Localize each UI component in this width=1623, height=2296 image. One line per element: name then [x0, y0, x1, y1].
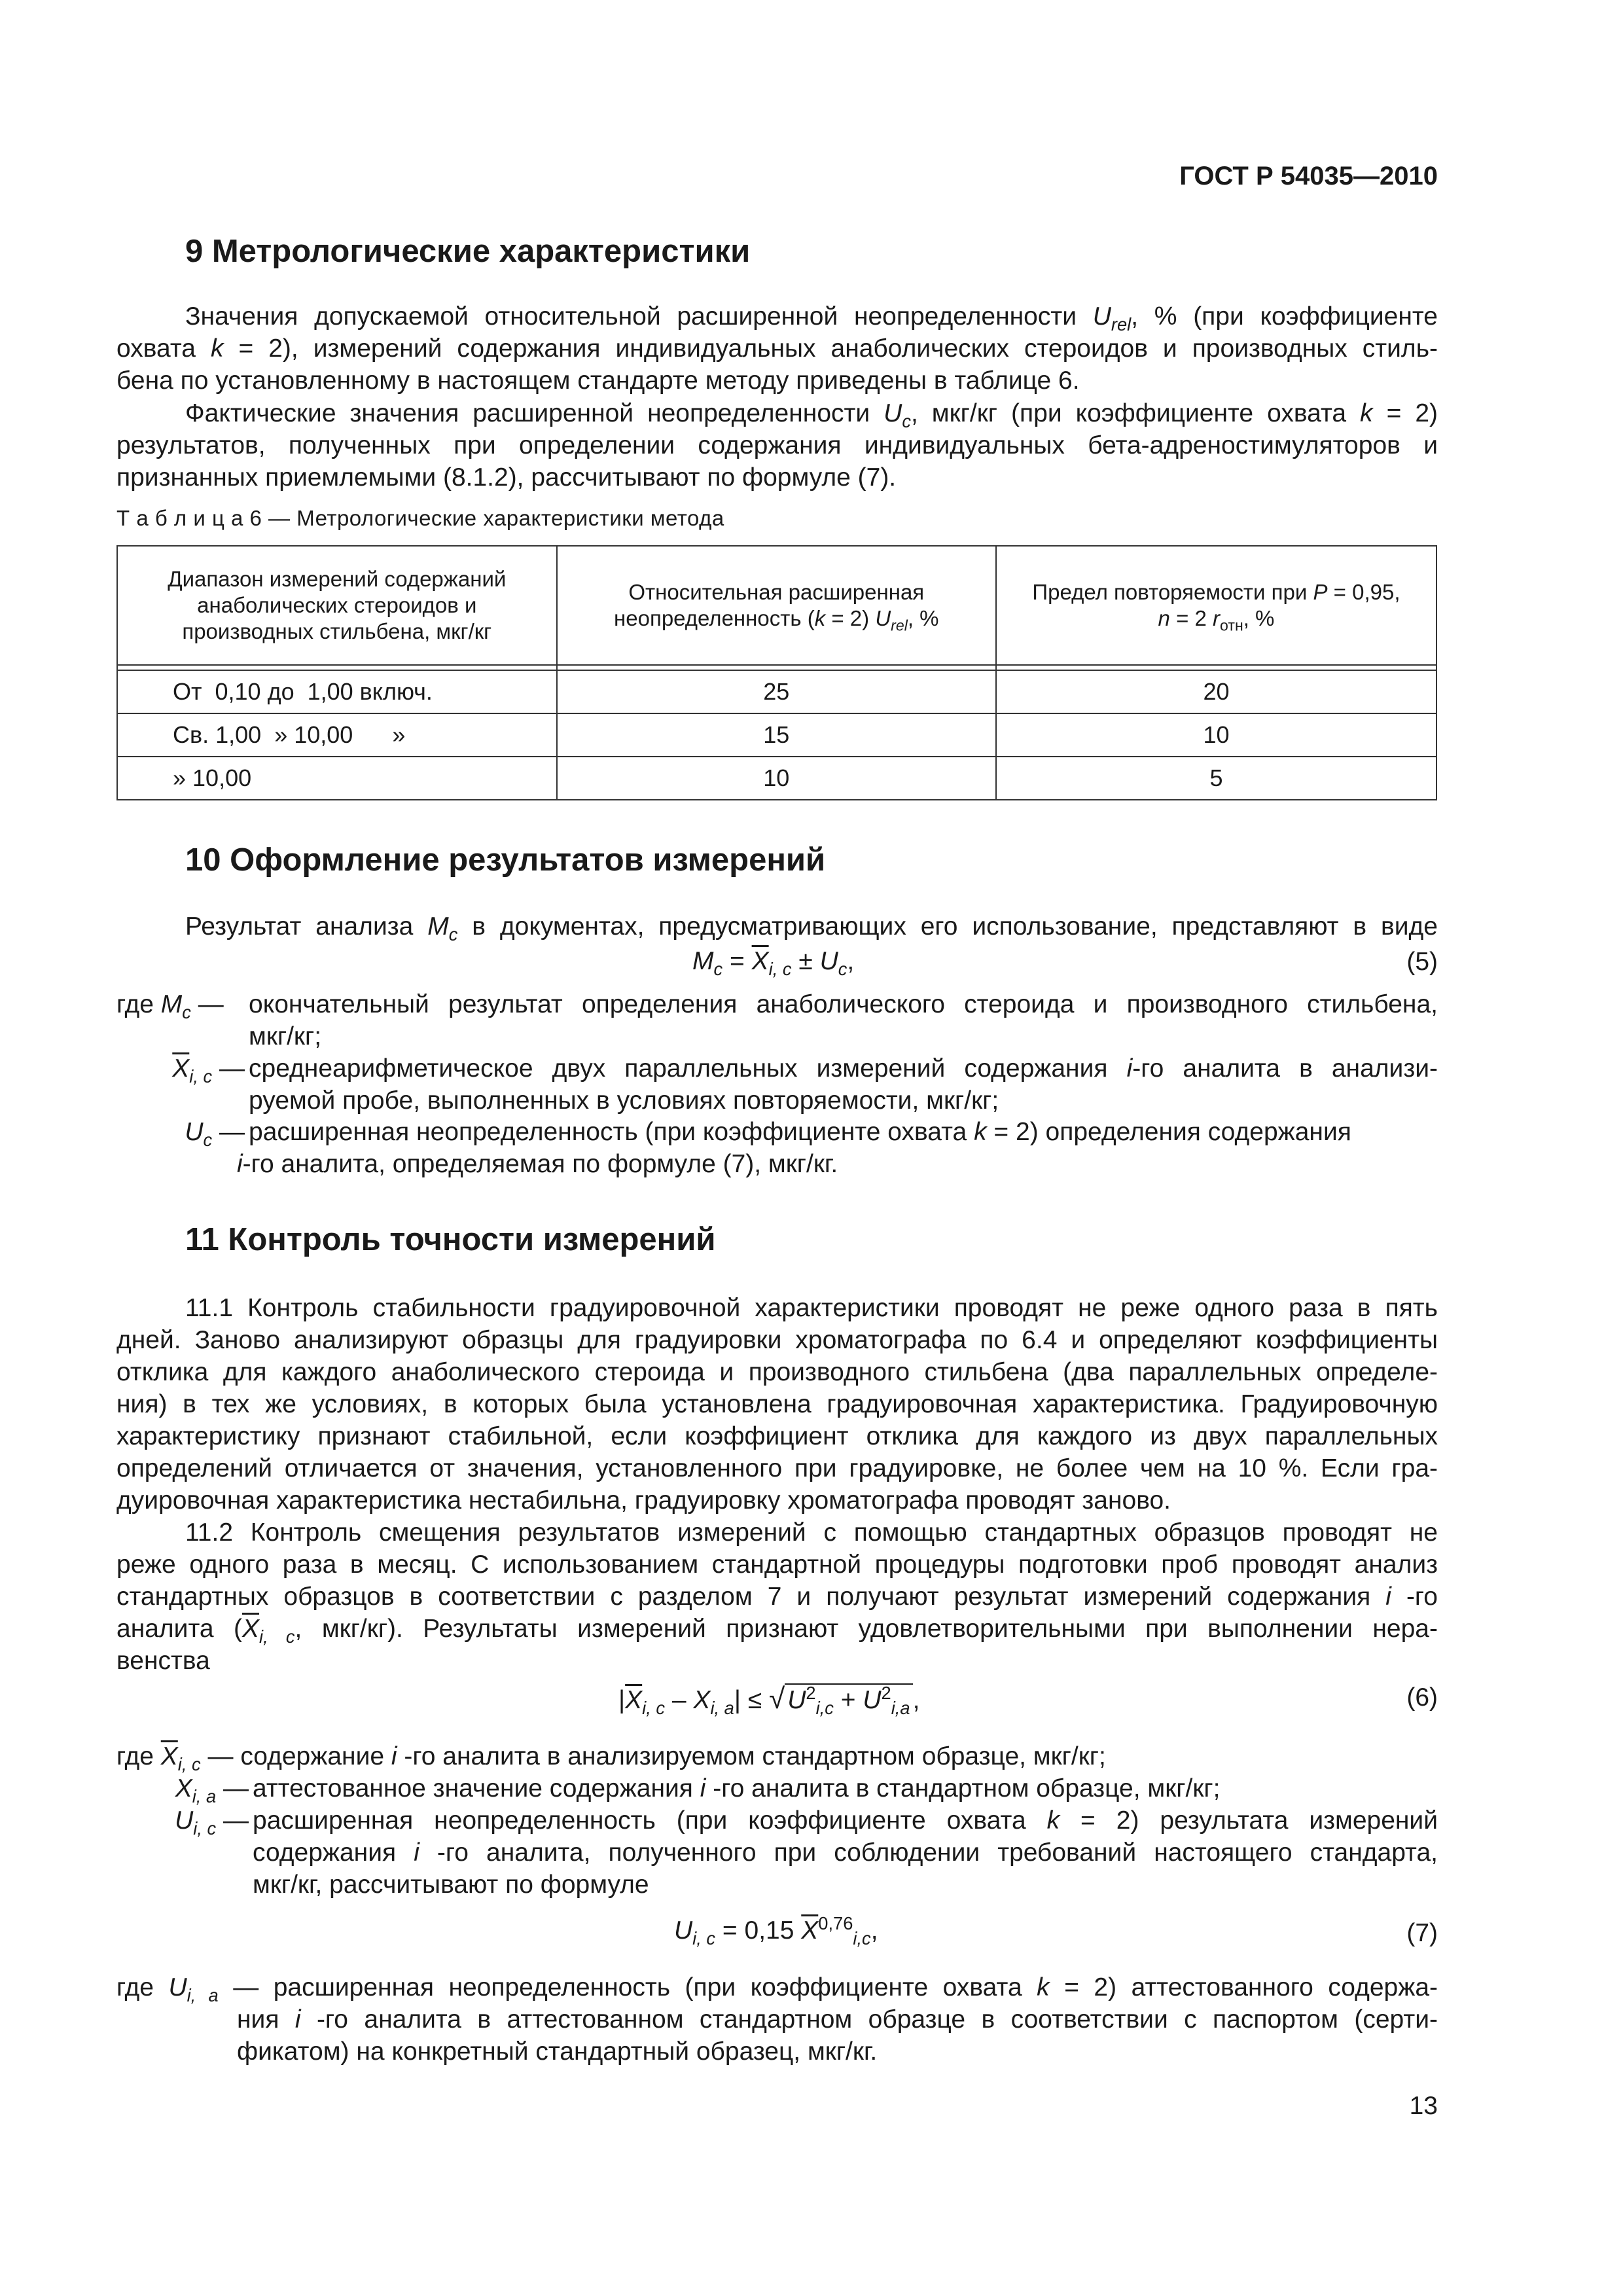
table-6: [116, 545, 1437, 800]
formula-7: $U_{i, c} = 0,15$ $\overline{X}^{0,76}_{i,c}$,: [674, 1913, 878, 1948]
definition-text: расширенная неопределенность (при коэффициенте охвата k = 2) определения содержания: [249, 1118, 1351, 1146]
text-line: признанных приемлемыми (8.1.2), рассчитывают по формуле (7).: [116, 463, 897, 492]
table-cell: 10: [996, 713, 1436, 757]
page-number: 13: [1409, 2092, 1438, 2120]
text-line: ния) в тех же условиях, в которых была установлена градуировочная характеристика. Градуировочную: [116, 1390, 1438, 1418]
definition-text: расширенная неопределенность (при коэффициенте охвата k = 2) результата измерений: [253, 1806, 1438, 1835]
formula-6-number: (6): [1406, 1683, 1438, 1712]
section-9-title: 9 Метрологические характеристики: [185, 234, 751, 269]
text-line: результатов, полученных при определении содержания индивидуальных бета-адреностимуляторов и: [116, 431, 1438, 459]
text-line: определений отличается от значения, установленного при градуировке, не более чем на 10 %. Если гра-: [116, 1454, 1438, 1482]
definition-text: содержания i -го аналита, полученного при соблюдении требований настоящего стандарта,: [253, 1839, 1438, 1867]
text-line: 11.2 Контроль смещения результатов измерений с помощью стандартных образцов проводят не: [185, 1518, 1438, 1547]
table-header-cell: Предел повторяемости при P = 0,95, n = 2 $r_{отн}$, %: [996, 546, 1436, 665]
section-10-title: 10 Оформление результатов измерений: [185, 842, 826, 878]
table-cell: Св. 1,00 » 10,00 »: [117, 713, 557, 757]
table-cell: 25: [557, 670, 996, 713]
where-label: где $M_c$ —: [116, 990, 224, 1022]
formula-7-number: (7): [1406, 1919, 1438, 1947]
formula-6: $|\overline{X}_{i, c} - X_{i, a}|$ ≤ √ $U^2_{i,c} + U^2_{i,a}$ ,: [618, 1683, 920, 1718]
definition-text: мкг/кг, рассчитывают по формуле: [253, 1871, 649, 1899]
where-label: где $\overline{X}_{i, c}$ — содержание i -го аналита в анализируемом стандартном образце, мкг/кг;: [116, 1742, 1106, 1774]
table-header-cell: Относительная расширенная неопределенность (k = 2) $U_{rel}$, %: [557, 546, 996, 665]
table-cell: » 10,00: [117, 757, 557, 800]
formula-5-number: (5): [1406, 948, 1438, 976]
definition-text: ния i -го аналита в аттестованном стандартном образце в соответствии с паспортом (серти-: [237, 2005, 1438, 2034]
table-cell: 15: [557, 713, 996, 757]
definition-text: аттестованное значение содержания i -го аналита в стандартном образце, мкг/кг;: [253, 1774, 1221, 1803]
definition-symbol: $U_c$ —: [185, 1118, 245, 1150]
text-line: Значения допускаемой относительной расширенной неопределенности $U_{rel}$, % (при коэффициенте: [185, 302, 1438, 334]
text-line: характеристику признают стабильной, если коэффициент отклика для каждого из двух параллельных: [116, 1422, 1438, 1450]
text-line: стандартных образцов в соответствии с разделом 7 и получают результат измерений содержания i -го: [116, 1583, 1438, 1611]
table-cell: 5: [996, 757, 1436, 800]
text-line: дней. Заново анализируют образцы для градуировки хроматографа по 6.4 и определяют коэффициенты: [116, 1326, 1438, 1354]
table-header-cell: Диапазон измерений содержаний анаболических стероидов и производных стильбена, мкг/кг: [117, 546, 557, 665]
formula-5: $M_c = \overline{X}_{i, c} \pm U_c$,: [692, 947, 855, 979]
text-line: аналита ($\overline{X}_{i, c}$, мкг/кг). Результаты измерений признают удовлетворительными при выполнении нера-: [116, 1615, 1438, 1647]
text-line: Фактические значения расширенной неопределенности $U_c$, мкг/кг (при коэффициенте охвата k = 2): [185, 399, 1438, 431]
table-row: [117, 757, 1436, 800]
document-id: ГОСТ Р 54035—2010: [1179, 162, 1438, 190]
table-row: [117, 670, 1436, 713]
text-line: дуировочная характеристика нестабильна, градуировку хроматографа проводят заново.: [116, 1486, 1171, 1515]
where-label: где $U_{i, a}$ — расширенная неопределенность (при коэффициенте охвата k = 2) аттестованного содержа-: [116, 1973, 1438, 2005]
text-line: охвата k = 2), измерений содержания индивидуальных анаболических стероидов и производных стиль-: [116, 334, 1438, 363]
definition-symbol: $U_{i, c}$ —: [175, 1806, 249, 1839]
section-10-paragraph: Результат анализа $M_c$ в документах, предусматривающих его использование, представляют в виде: [185, 912, 1438, 944]
definition-text: мкг/кг;: [249, 1022, 322, 1050]
definition-text: среднеарифметическое двух параллельных измерений содержания i-го аналита в анализи-: [249, 1054, 1438, 1083]
table-cell: 10: [557, 757, 996, 800]
text-line: реже одного раза в месяц. С использованием стандартной процедуры подготовки проб проводят анализ: [116, 1551, 1438, 1579]
text-line: венства: [116, 1647, 210, 1675]
table-6-caption: Т а б л и ц а 6 — Метрологические характеристики метода: [116, 506, 724, 530]
definition-text: фикатом) на конкретный стандартный образец, мкг/кг.: [237, 2037, 878, 2066]
definition-text: i-го аналита, определяемая по формуле (7), мкг/кг.: [237, 1150, 838, 1178]
text-line: 11.1 Контроль стабильности градуировочной характеристики проводят не реже одного раза в пять: [185, 1294, 1438, 1322]
definition-symbol: $\overline{X}_{i, c}$ —: [172, 1054, 245, 1086]
definition-text: руемой пробе, выполненных в условиях повторяемости, мкг/кг;: [249, 1086, 999, 1115]
table-row: [117, 713, 1436, 757]
table-cell: 20: [996, 670, 1436, 713]
text-line: бена по установленному в настоящем стандарте методу приведены в таблице 6.: [116, 367, 1080, 395]
section-11-title: 11 Контроль точности измерений: [185, 1222, 716, 1257]
definition-text: окончательный результат определения анаболического стероида и производного стильбена,: [249, 990, 1438, 1018]
table-header-row: [117, 546, 1436, 665]
definition-symbol: $X_{i, a}$ —: [175, 1774, 249, 1806]
table-cell: От 0,10 до 1,00 включ.: [117, 670, 557, 713]
text-line: отклика для каждого анаболического стероида и производного стильбена (два параллельных определе-: [116, 1358, 1438, 1386]
